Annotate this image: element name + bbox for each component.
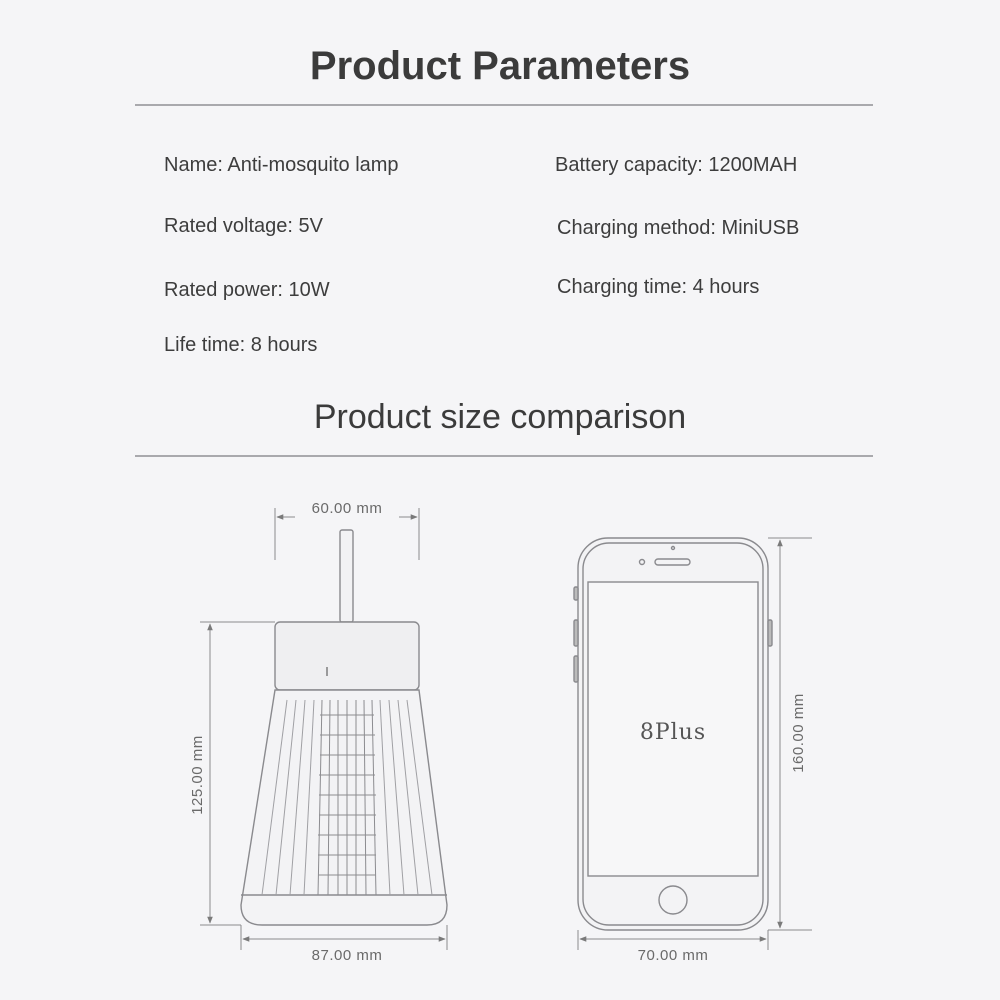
page-title: Product Parameters: [309, 44, 691, 88]
phone-width-label: 70.00 mm: [637, 947, 709, 964]
lamp-strap: [340, 530, 353, 622]
lamp-height-label: 125.00 mm: [189, 735, 206, 815]
param-name: Name: Anti-mosquito lamp: [164, 154, 399, 176]
lamp-cap: [275, 622, 419, 690]
param-charging-method: Charging method: MiniUSB: [557, 217, 800, 239]
lamp-bottom-width-label: 87.00 mm: [311, 947, 383, 964]
phone-model-label: 8Plus: [639, 720, 707, 745]
lamp-body: [241, 690, 447, 925]
param-battery-capacity: Battery capacity: 1200MAH: [555, 154, 798, 176]
lamp-drawing: [241, 530, 447, 925]
lamp-top-width-label: 60.00 mm: [311, 500, 383, 517]
size-section-title: Product size comparison: [313, 398, 687, 436]
phone-height-label: 160.00 mm: [790, 693, 807, 773]
param-rated-power: Rated power: 10W: [164, 279, 330, 301]
param-life-time: Life time: 8 hours: [164, 334, 318, 356]
param-charging-time: Charging time: 4 hours: [557, 276, 760, 298]
param-rated-voltage: Rated voltage: 5V: [164, 215, 323, 237]
